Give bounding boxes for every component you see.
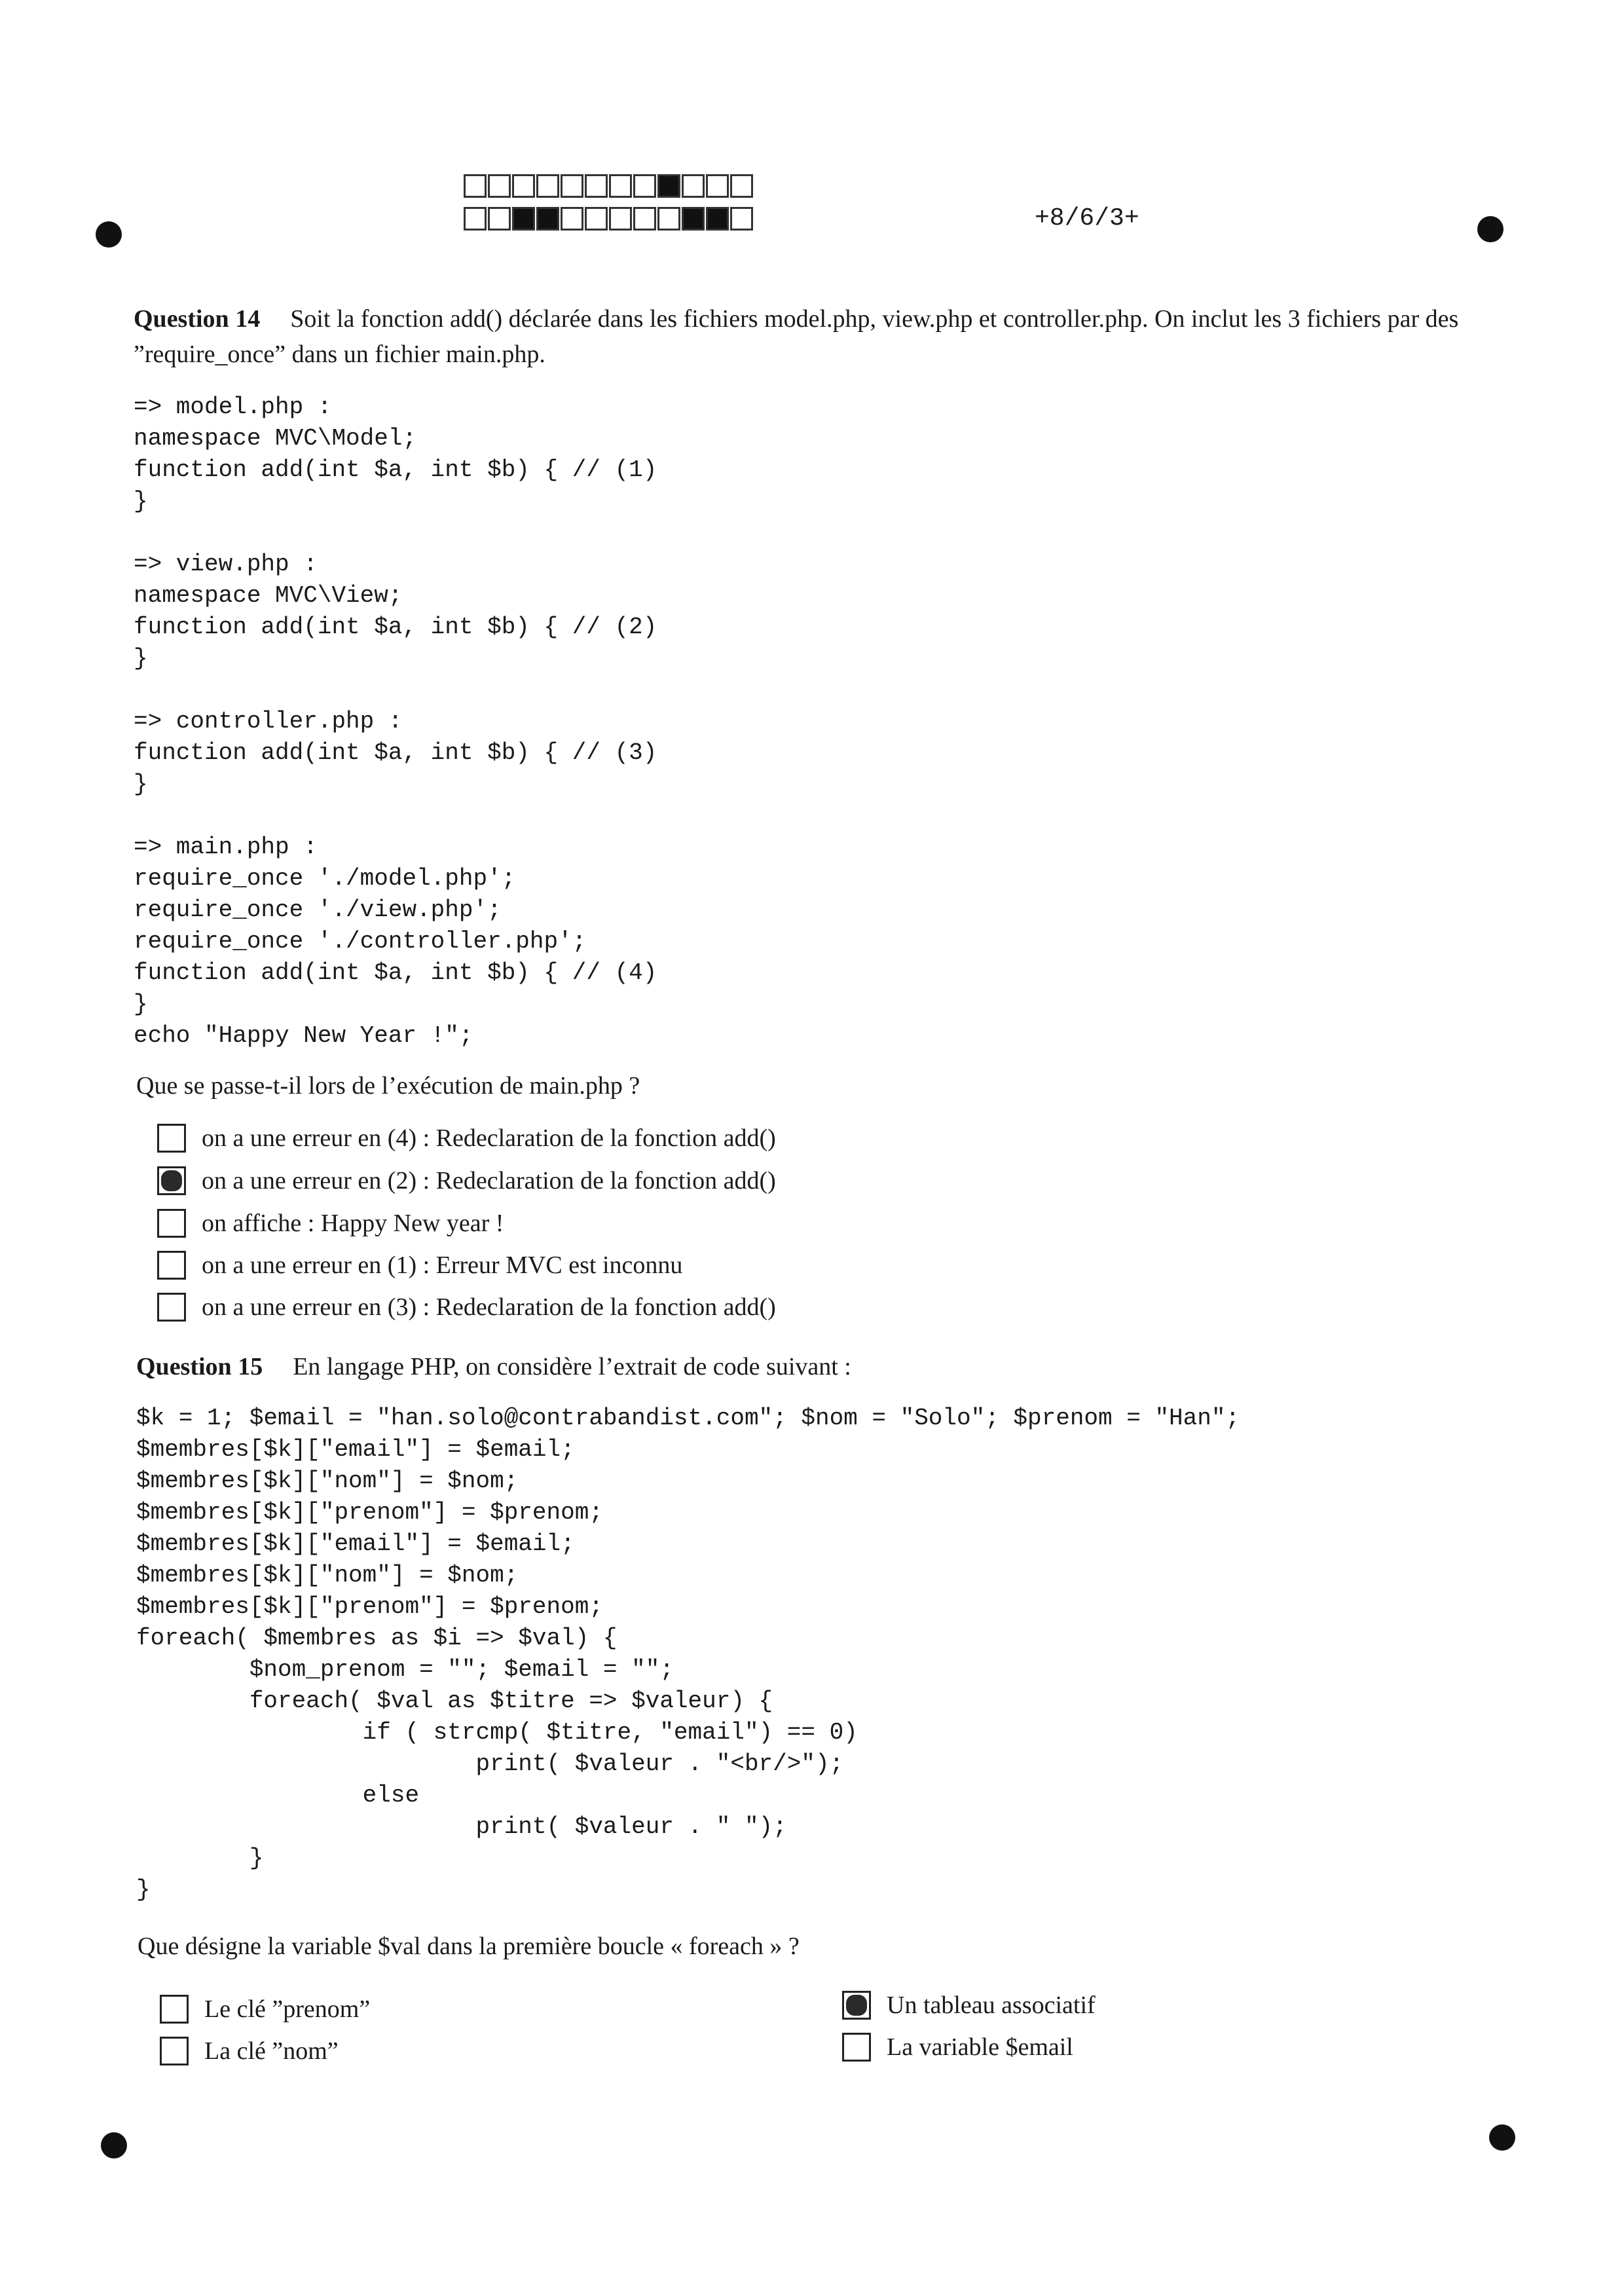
corner-mark-top-left bbox=[96, 221, 122, 248]
question-15-label: Question 15 bbox=[136, 1353, 263, 1380]
q15-checkbox[interactable] bbox=[160, 2037, 189, 2065]
q14-choice[interactable] bbox=[157, 1293, 776, 1322]
barcode-cell bbox=[585, 207, 608, 231]
q14-checkbox[interactable] bbox=[157, 1124, 186, 1153]
barcode-cell bbox=[512, 207, 535, 231]
barcode-cell bbox=[706, 174, 729, 198]
q15-choice-label: La variable $email bbox=[887, 2033, 1073, 2061]
barcode-cell bbox=[488, 207, 511, 231]
q14-checkbox[interactable] bbox=[157, 1293, 186, 1322]
barcode-cell bbox=[464, 174, 487, 198]
q15-checkbox[interactable] bbox=[842, 1991, 871, 2020]
question-14-prompt: Que se passe-t-il lors de l’exécution de main.php ? bbox=[136, 1072, 640, 1100]
barcode-cell bbox=[464, 207, 487, 231]
q14-choice[interactable] bbox=[157, 1166, 776, 1195]
q15-choice-label: La clé ”nom” bbox=[204, 2037, 339, 2065]
barcode-cell bbox=[561, 207, 583, 231]
barcode-cell bbox=[512, 174, 535, 198]
barcode-cell bbox=[633, 174, 656, 198]
barcode-cell bbox=[682, 207, 705, 231]
question-14-text: Soit la fonction add() déclarée dans les fichiers model.php, view.php et controller.php. On inclut les 3 fichiers par des ”require_once” dans un fichier main.php. bbox=[134, 305, 1459, 368]
barcode-cell bbox=[633, 207, 656, 231]
q14-choice-label: on a une erreur en (3) : Redeclaration de la fonction add() bbox=[202, 1293, 776, 1321]
q14-choice-label: on a une erreur en (2) : Redeclaration de la fonction add() bbox=[202, 1167, 776, 1194]
page-id: +8/6/3+ bbox=[1035, 204, 1139, 232]
q14-choice-label: on a une erreur en (1) : Erreur MVC est inconnu bbox=[202, 1251, 683, 1279]
q14-checkbox[interactable] bbox=[157, 1209, 186, 1238]
q15-choice[interactable] bbox=[160, 2037, 339, 2065]
q15-choice-label: Un tableau associatif bbox=[887, 1991, 1096, 2019]
q15-choice[interactable] bbox=[842, 1991, 1096, 2020]
barcode-cell bbox=[609, 207, 632, 231]
barcode-cell bbox=[536, 174, 559, 198]
question-14-code: => model.php : namespace MVC\Model; function add(int $a, int $b) { // (1) } => view.php : namespace MVC\View; function add(int $a, int $b) { // (2) } => controller.php : function add(int $a, int $b) { // (3) } => main.php : require_once './model.php'; require_once './view.php'; require_once './controller.php'; function add(int $a, int $b) { // (4) } echo "Happy New Year !"; bbox=[134, 394, 657, 1049]
barcode-cell bbox=[682, 174, 705, 198]
q15-choice[interactable] bbox=[160, 1995, 370, 2024]
barcode-cell bbox=[609, 174, 632, 198]
barcode-cell bbox=[657, 174, 680, 198]
question-14-label: Question 14 bbox=[134, 305, 261, 333]
barcode-cell bbox=[585, 174, 608, 198]
barcode-cell bbox=[706, 207, 729, 231]
q14-checkbox[interactable] bbox=[157, 1166, 186, 1195]
corner-mark-bottom-left bbox=[101, 2132, 127, 2158]
q15-checkbox[interactable] bbox=[842, 2033, 871, 2062]
barcode-cell bbox=[730, 207, 753, 231]
question-15-text: En langage PHP, on considère l’extrait de code suivant : bbox=[293, 1353, 851, 1380]
corner-mark-top-right bbox=[1477, 216, 1504, 242]
barcode-cell bbox=[730, 174, 753, 198]
barcode-cell bbox=[657, 207, 680, 231]
q14-choice-label: on affiche : Happy New year ! bbox=[202, 1210, 504, 1237]
q15-choice-label: Le clé ”prenom” bbox=[204, 1995, 371, 2023]
corner-mark-bottom-right bbox=[1489, 2124, 1515, 2151]
barcode-cell bbox=[488, 174, 511, 198]
q14-choice[interactable] bbox=[157, 1124, 776, 1153]
q14-choice[interactable] bbox=[157, 1209, 504, 1238]
question-14-statement bbox=[134, 301, 1483, 372]
q14-choice[interactable] bbox=[157, 1251, 682, 1280]
barcode-cell bbox=[536, 207, 559, 231]
question-15-prompt: Que désigne la variable $val dans la première boucle « foreach » ? bbox=[138, 1933, 800, 1960]
q14-checkbox[interactable] bbox=[157, 1251, 186, 1280]
q15-choice[interactable] bbox=[842, 2033, 1073, 2062]
q15-checkbox[interactable] bbox=[160, 1995, 189, 2024]
q14-choice-label: on a une erreur en (4) : Redeclaration de la fonction add() bbox=[202, 1124, 776, 1152]
barcode-cell bbox=[561, 174, 583, 198]
question-15-statement bbox=[136, 1349, 1485, 1384]
question-15-code: $k = 1; $email = "han.solo@contrabandist.com"; $nom = "Solo"; $prenom = "Han"; $membres[$k]["email"] = $email; $membres[$k]["nom"] = $nom; $membres[$k]["prenom"] = $prenom; $membres[$k]["email"] = $email; $membres[$k]["nom"] = $nom; $membres[$k]["prenom"] = $prenom; foreach( $membres as $i => $val) { $nom_prenom = ""; $email = ""; foreach( $val as $titre => $valeur) { if ( strcmp( $titre, "email") == 0) print( $valeur . "<br/>"); else print( $valeur . " "); } } bbox=[136, 1405, 1240, 1903]
